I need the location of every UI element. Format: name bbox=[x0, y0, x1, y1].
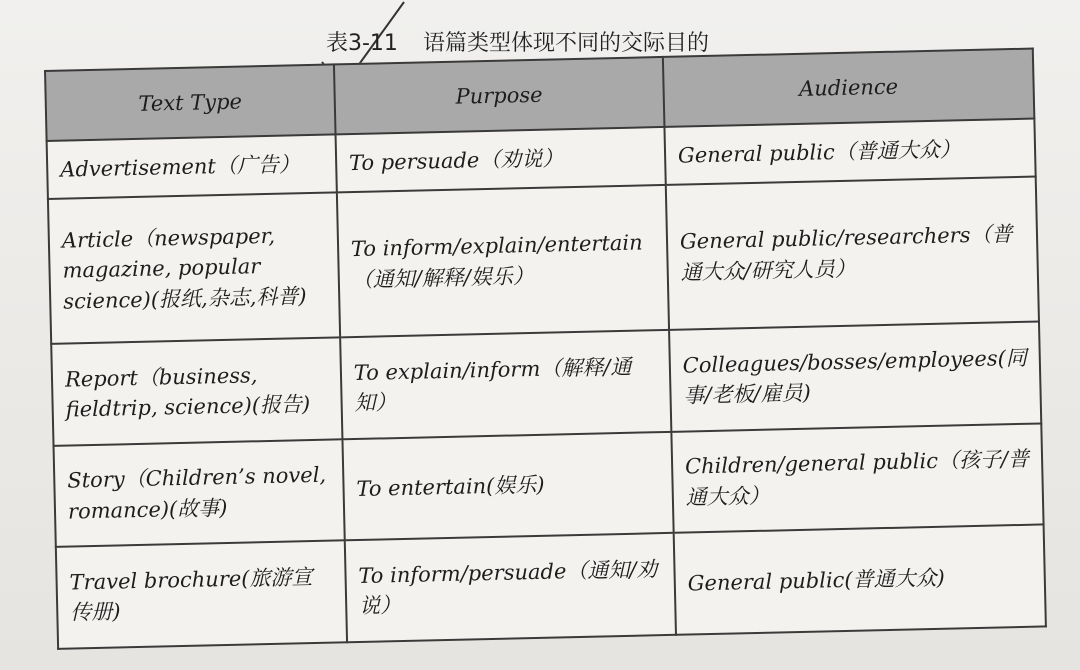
cell-text-type: Story（Children’s novel, romance)(故事) bbox=[54, 439, 345, 547]
table-number: 表3-11 bbox=[326, 31, 398, 56]
cell-purpose: To entertain(娱乐) bbox=[342, 432, 673, 541]
table-container bbox=[44, 48, 1047, 650]
table-caption bbox=[326, 26, 786, 57]
cell-text-type: Report（business, fieldtrip, science)(报告) bbox=[51, 338, 342, 446]
cell-purpose: To explain/inform（解释/通知） bbox=[340, 330, 671, 439]
header-audience: Audience bbox=[663, 49, 1035, 127]
cell-audience: General public(普通大众) bbox=[674, 525, 1046, 635]
table-row bbox=[56, 525, 1046, 649]
header-text-type: Text Type bbox=[45, 64, 335, 141]
cell-purpose: To inform/persuade（通知/劝说） bbox=[345, 533, 676, 642]
header-purpose: Purpose bbox=[334, 57, 665, 134]
table-row bbox=[48, 176, 1039, 344]
table-title: 语篇类型体现不同的交际目的 bbox=[422, 31, 709, 56]
cell-purpose: To inform/explain/entertain（通知/解释/娱乐） bbox=[337, 185, 669, 338]
cell-text-type: Article（newspaper, magazine, popular science)(报纸,杂志,科普) bbox=[48, 192, 340, 344]
cell-audience: Children/general public（孩子/普通大众） bbox=[671, 423, 1043, 533]
cell-audience: Colleagues/bosses/employees(同事/老板/雇员) bbox=[669, 322, 1041, 432]
cell-text-type: Travel brochure(旅游宣传册) bbox=[56, 541, 347, 649]
cell-audience: General public/researchers（普通大众/研究人员） bbox=[666, 176, 1039, 330]
text-type-table bbox=[44, 48, 1047, 650]
cell-purpose: To persuade（劝说） bbox=[335, 127, 665, 192]
cell-audience: General public（普通大众） bbox=[664, 119, 1035, 185]
cell-text-type: Advertisement（广告） bbox=[47, 134, 337, 198]
